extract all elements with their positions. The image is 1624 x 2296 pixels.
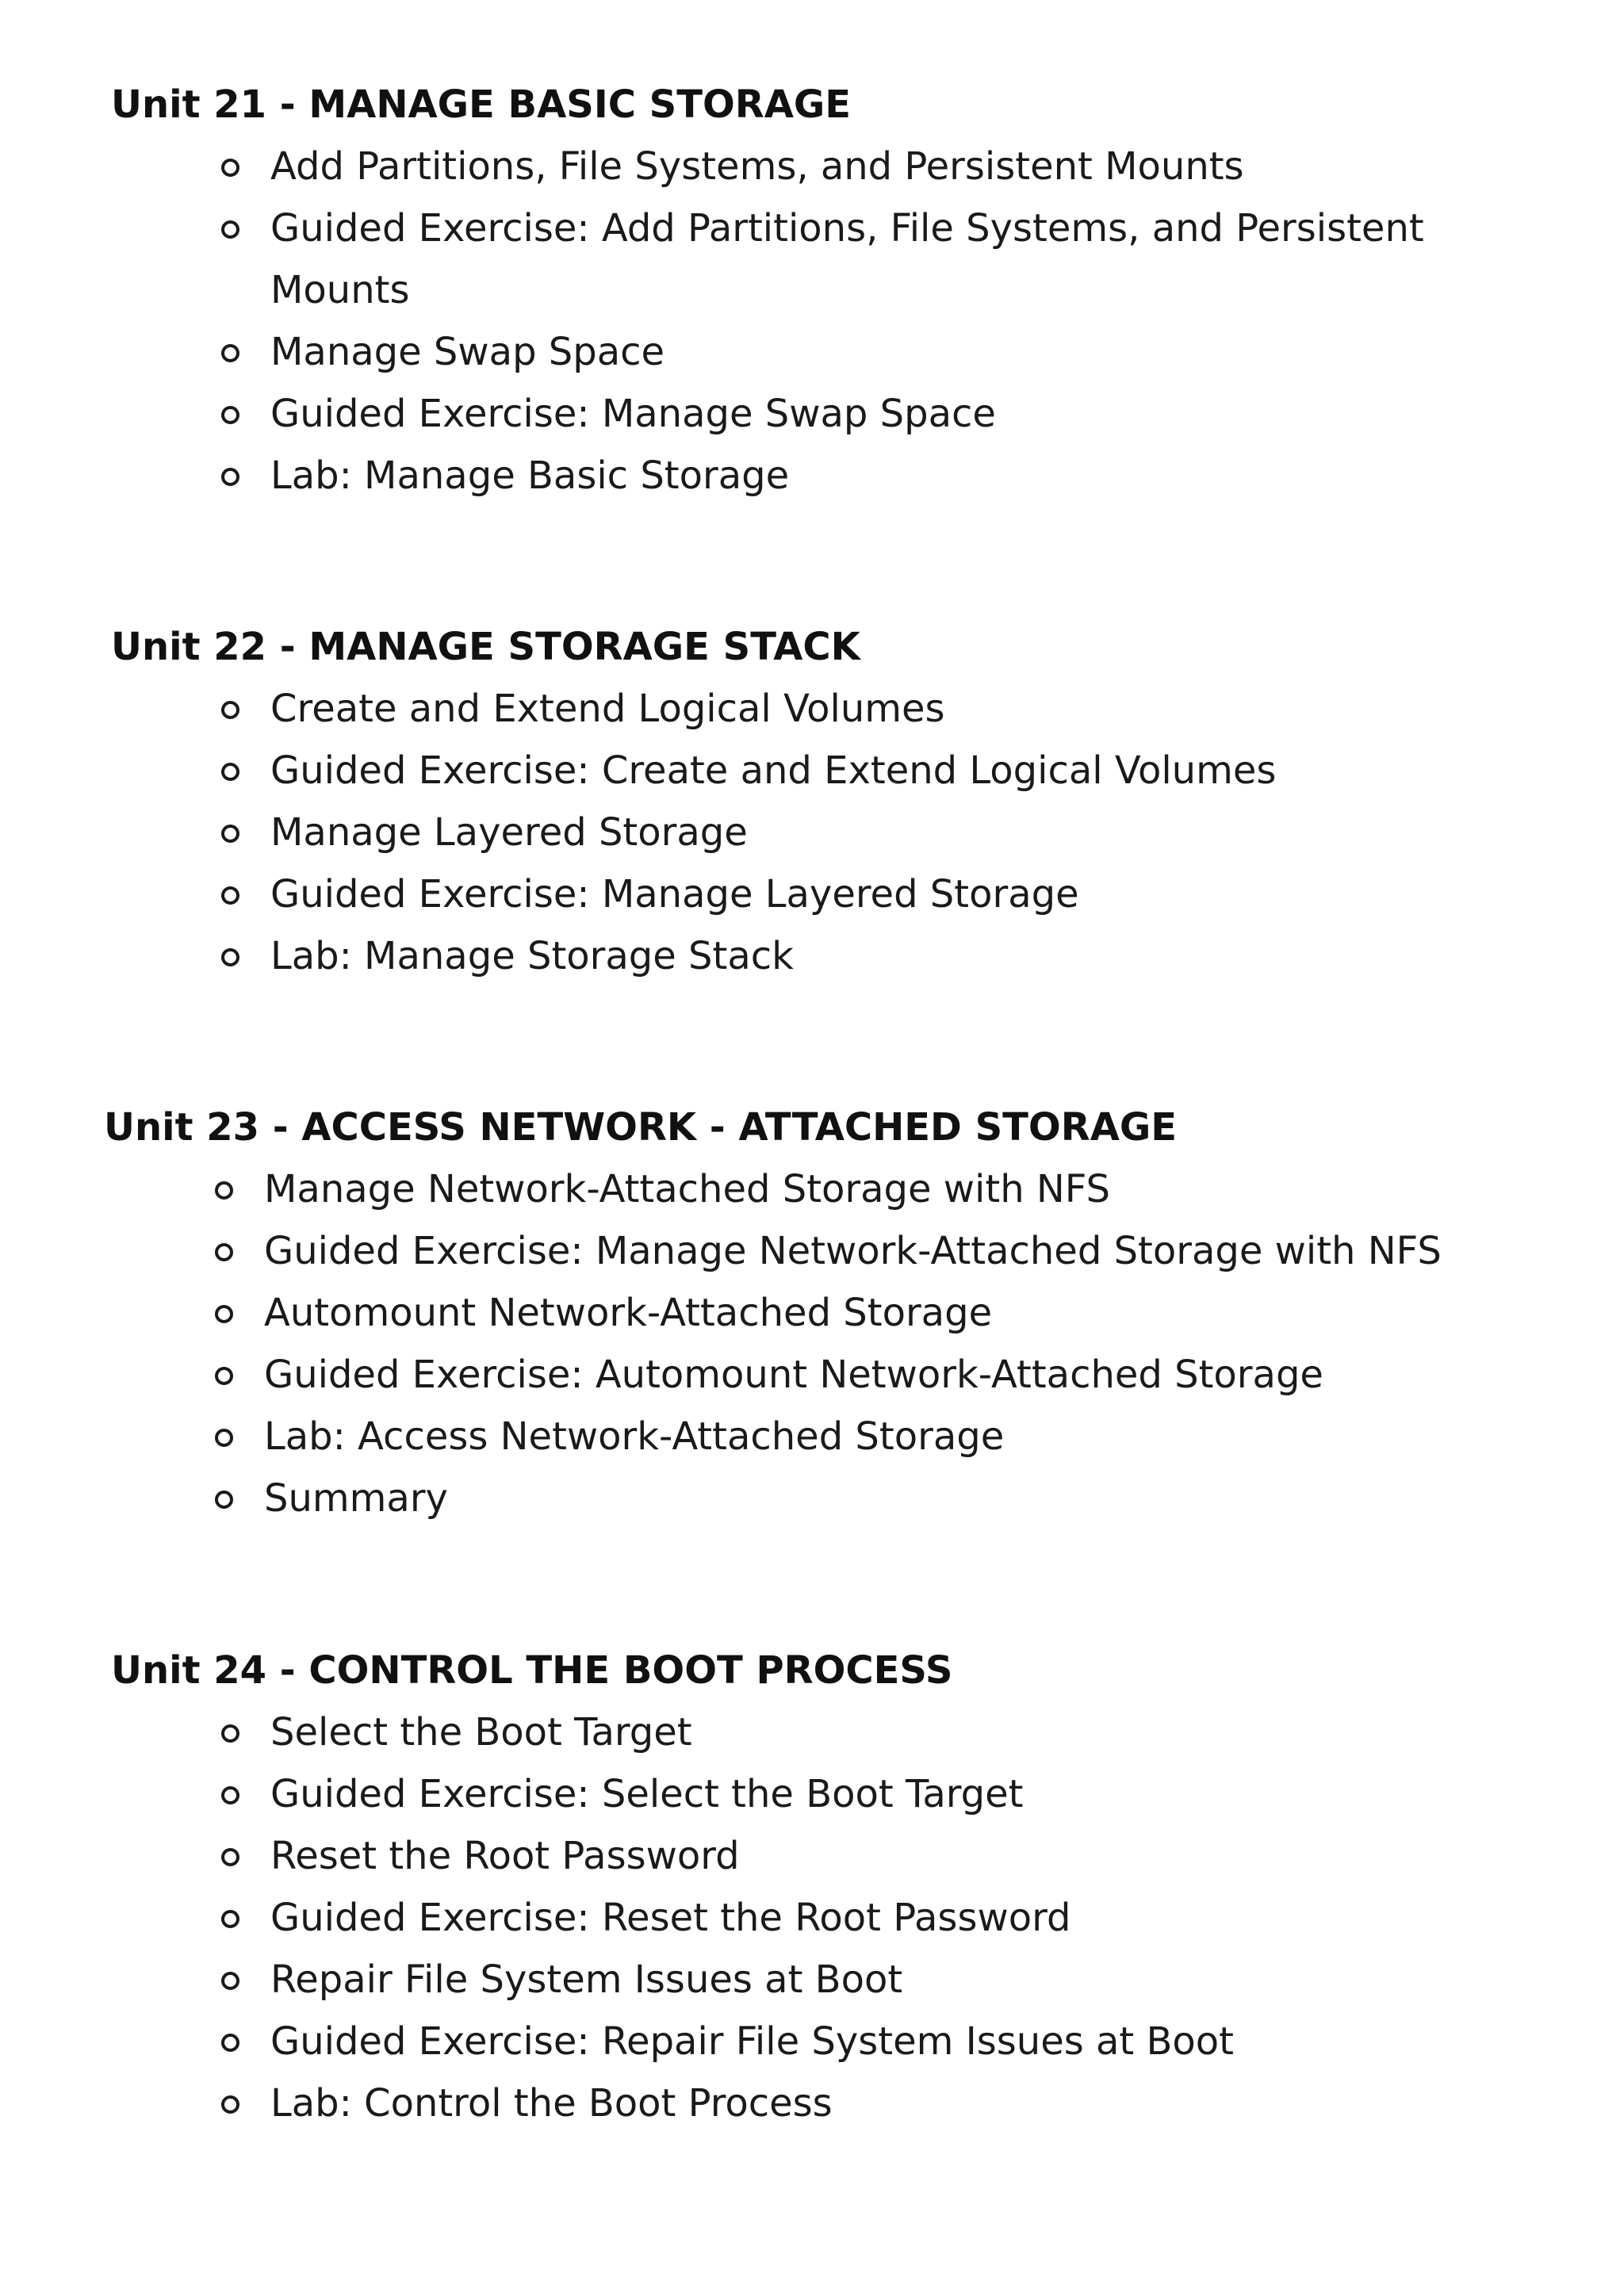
- unit-21-topic-list: [221, 136, 1474, 507]
- hollow-circle-bullet-icon: [221, 886, 239, 905]
- hollow-circle-bullet-icon: [221, 1848, 239, 1866]
- hollow-circle-bullet-icon: [215, 1243, 233, 1261]
- list-item: Guided Exercise: Repair File System Issues at Boot: [221, 2011, 1474, 2072]
- unit-24-title: Unit 24 - CONTROL THE BOOT PROCESS: [111, 1648, 953, 1693]
- list-item: Guided Exercise: Manage Network-Attached Storage with NFS: [215, 1220, 1515, 1282]
- list-item: Lab: Control the Boot Process: [221, 2072, 1474, 2134]
- hollow-circle-bullet-icon: [221, 468, 239, 486]
- list-item: Guided Exercise: Automount Network-Attached Storage: [215, 1344, 1515, 1406]
- hollow-circle-bullet-icon: [221, 159, 239, 177]
- list-item: Guided Exercise: Manage Swap Space: [221, 383, 1474, 445]
- hollow-circle-bullet-icon: [215, 1305, 233, 1323]
- list-item: Guided Exercise: Add Partitions, File Systems, and Persistent Mounts: [221, 197, 1474, 321]
- hollow-circle-bullet-icon: [221, 344, 239, 362]
- unit-23-title: Unit 23 - ACCESS NETWORK - ATTACHED STORAGE: [104, 1105, 1178, 1150]
- hollow-circle-bullet-icon: [221, 220, 239, 239]
- hollow-circle-bullet-icon: [221, 1910, 239, 1928]
- hollow-circle-bullet-icon: [215, 1367, 233, 1385]
- hollow-circle-bullet-icon: [221, 1786, 239, 1804]
- hollow-circle-bullet-icon: [215, 1490, 233, 1509]
- hollow-circle-bullet-icon: [221, 825, 239, 843]
- hollow-circle-bullet-icon: [221, 701, 239, 719]
- list-item: Guided Exercise: Create and Extend Logical Volumes: [221, 740, 1474, 802]
- unit-23-topic-list: [215, 1158, 1515, 1529]
- list-item: Create and Extend Logical Volumes: [221, 678, 1474, 740]
- hollow-circle-bullet-icon: [221, 406, 239, 424]
- list-item: Manage Network-Attached Storage with NFS: [215, 1158, 1515, 1220]
- list-item: Select the Boot Target: [221, 1701, 1474, 1763]
- list-item: Manage Swap Space: [221, 321, 1474, 383]
- list-item: Automount Network-Attached Storage: [215, 1282, 1515, 1344]
- list-item: Guided Exercise: Manage Layered Storage: [221, 863, 1474, 925]
- list-item: Guided Exercise: Select the Boot Target: [221, 1763, 1474, 1825]
- hollow-circle-bullet-icon: [215, 1181, 233, 1200]
- hollow-circle-bullet-icon: [221, 1724, 239, 1743]
- unit-22-title: Unit 22 - MANAGE STORAGE STACK: [111, 625, 860, 669]
- hollow-circle-bullet-icon: [215, 1429, 233, 1447]
- unit-24-topic-list: [221, 1701, 1474, 2134]
- list-item: Reset the Root Password: [221, 1825, 1474, 1887]
- hollow-circle-bullet-icon: [221, 948, 239, 966]
- list-item: Lab: Manage Storage Stack: [221, 925, 1474, 987]
- list-item: Add Partitions, File Systems, and Persistent Mounts: [221, 136, 1474, 197]
- hollow-circle-bullet-icon: [221, 763, 239, 781]
- list-item: Lab: Manage Basic Storage: [221, 445, 1474, 507]
- list-item: Manage Layered Storage: [221, 802, 1474, 863]
- unit-22-topic-list: [221, 678, 1474, 987]
- unit-21-title: Unit 21 - MANAGE BASIC STORAGE: [111, 82, 852, 127]
- hollow-circle-bullet-icon: [221, 1972, 239, 1990]
- list-item: Lab: Access Network-Attached Storage: [215, 1406, 1515, 1468]
- list-item: Repair File System Issues at Boot: [221, 1949, 1474, 2011]
- hollow-circle-bullet-icon: [221, 2034, 239, 2052]
- list-item: Guided Exercise: Reset the Root Password: [221, 1887, 1474, 1949]
- hollow-circle-bullet-icon: [221, 2095, 239, 2114]
- list-item: Summary: [215, 1468, 1515, 1529]
